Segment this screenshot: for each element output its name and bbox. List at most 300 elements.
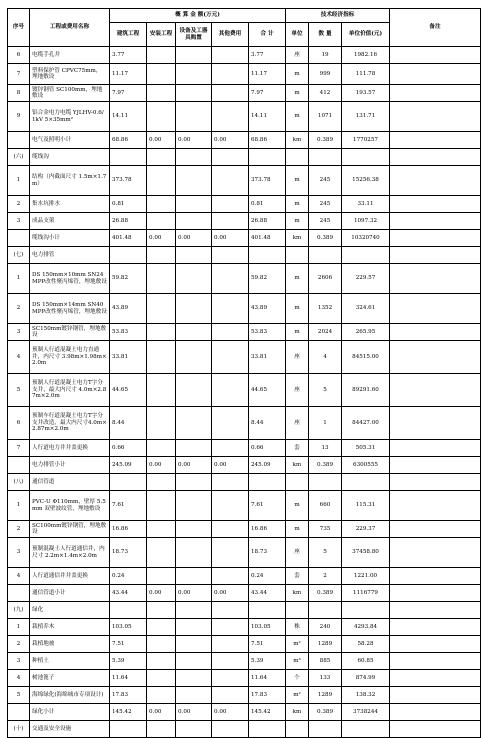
equipment-cell: 0.00 <box>176 230 212 247</box>
total-cell <box>249 474 286 491</box>
equipment-cell: 0.00 <box>176 704 212 721</box>
building-cell: 145.42 <box>110 704 147 721</box>
unit-cell: km <box>286 585 309 602</box>
qty-cell: 412 <box>309 85 342 102</box>
install-cell <box>147 670 176 687</box>
other-cell: 0.00 <box>212 704 249 721</box>
remark-cell <box>390 585 481 602</box>
other-cell <box>212 521 249 538</box>
unit-cell: 座 <box>286 407 309 440</box>
unit-value-cell: 6300555 <box>342 457 390 474</box>
building-cell: 33.81 <box>110 341 147 374</box>
building-cell: 43.44 <box>110 585 147 602</box>
unit-cell: m <box>286 213 309 230</box>
other-cell <box>212 721 249 738</box>
other-cell <box>212 491 249 521</box>
remark-cell <box>390 687 481 704</box>
install-cell <box>147 538 176 568</box>
name-cell: DS 150mm×14mm SN40 MPP改性聚丙烯管，埋地敷设 <box>30 294 110 324</box>
qty-cell: 2 <box>309 568 342 585</box>
qty-cell: 5 <box>309 538 342 568</box>
name-cell: 栽植乔木 <box>30 619 110 636</box>
qty-cell: 245 <box>309 196 342 213</box>
qty-cell: 999 <box>309 64 342 85</box>
remark-cell <box>390 230 481 247</box>
total-cell: 0.24 <box>249 568 286 585</box>
table-row <box>8 294 481 324</box>
qty-cell: 4 <box>309 341 342 374</box>
remark-cell <box>390 653 481 670</box>
qty-cell: 19 <box>309 47 342 64</box>
remark-cell <box>390 440 481 457</box>
unit-value-cell: 89291.60 <box>342 374 390 407</box>
unit-cell: m <box>286 491 309 521</box>
table-row <box>8 85 481 102</box>
name-cell: 种植土 <box>30 653 110 670</box>
name-cell: 绿化 <box>30 602 110 619</box>
unit-cell: m <box>286 102 309 132</box>
seq-cell: 1 <box>8 166 30 196</box>
seq-cell: 2 <box>8 196 30 213</box>
building-cell <box>110 247 147 264</box>
name-cell: 电力排管小计 <box>30 457 110 474</box>
install-cell <box>147 636 176 653</box>
table-row <box>8 64 481 85</box>
qty-cell: 245 <box>309 166 342 196</box>
seq-cell: 3 <box>8 653 30 670</box>
name-cell: 绿化小计 <box>30 704 110 721</box>
seq-cell: 3 <box>8 213 30 230</box>
qty-cell: 0.389 <box>309 457 342 474</box>
install-cell <box>147 294 176 324</box>
total-cell: 43.89 <box>249 294 286 324</box>
equipment-cell <box>176 568 212 585</box>
other-cell: 0.00 <box>212 132 249 149</box>
name-cell: 电缆手孔井 <box>30 47 110 64</box>
equipment-cell <box>176 102 212 132</box>
equipment-cell <box>176 653 212 670</box>
seq-cell: 2 <box>8 521 30 538</box>
install-cell <box>147 213 176 230</box>
other-cell <box>212 166 249 196</box>
other-cell <box>212 247 249 264</box>
other-cell <box>212 64 249 85</box>
table-row <box>8 521 481 538</box>
building-cell: 14.11 <box>110 102 147 132</box>
install-cell <box>147 324 176 341</box>
remark-cell <box>390 374 481 407</box>
total-cell: 0.81 <box>249 196 286 213</box>
seq-cell: 4 <box>8 568 30 585</box>
seq-cell: 5 <box>8 687 30 704</box>
qty-cell <box>309 247 342 264</box>
name-cell: 交通及安全设施 <box>30 721 110 738</box>
unit-value-cell: 37458.80 <box>342 538 390 568</box>
unit-cell: km <box>286 230 309 247</box>
building-cell: 11.17 <box>110 64 147 85</box>
name-cell: 预制人行道混凝土电力直通井，内尺寸 3.98m×1.98m×2.0m <box>30 341 110 374</box>
seq-cell: (七) <box>8 247 30 264</box>
unit-value-cell <box>342 602 390 619</box>
header-remark: 备注 <box>390 9 481 47</box>
seq-cell: 2 <box>8 636 30 653</box>
total-cell: 11.17 <box>249 64 286 85</box>
qty-cell: 0.389 <box>309 704 342 721</box>
table-row <box>8 670 481 687</box>
equipment-cell <box>176 491 212 521</box>
equipment-cell <box>176 196 212 213</box>
other-cell <box>212 568 249 585</box>
unit-value-cell: 324.61 <box>342 294 390 324</box>
table-row <box>8 230 481 247</box>
equipment-cell <box>176 213 212 230</box>
header-unit-value: 单位价值(元) <box>342 23 390 47</box>
unit-cell: 座 <box>286 341 309 374</box>
building-cell: 103.05 <box>110 619 147 636</box>
building-cell: 0.81 <box>110 196 147 213</box>
unit-value-cell: 58.28 <box>342 636 390 653</box>
table-row <box>8 619 481 636</box>
install-cell <box>147 440 176 457</box>
install-cell <box>147 619 176 636</box>
unit-cell: 座 <box>286 538 309 568</box>
install-cell <box>147 568 176 585</box>
install-cell: 0.00 <box>147 704 176 721</box>
name-cell: 通信管道 <box>30 474 110 491</box>
remark-cell <box>390 457 481 474</box>
equipment-cell <box>176 602 212 619</box>
building-cell: 0.66 <box>110 440 147 457</box>
table-row <box>8 166 481 196</box>
unit-value-cell: 4293.84 <box>342 619 390 636</box>
table-row <box>8 132 481 149</box>
seq-cell: 6 <box>8 47 30 64</box>
equipment-cell <box>176 166 212 196</box>
equipment-cell <box>176 264 212 294</box>
name-cell: 集水坑排水 <box>30 196 110 213</box>
name-cell: 栽植地被 <box>30 636 110 653</box>
other-cell <box>212 407 249 440</box>
total-cell: 7.97 <box>249 85 286 102</box>
equipment-cell <box>176 407 212 440</box>
other-cell <box>212 374 249 407</box>
building-cell: 44.65 <box>110 374 147 407</box>
total-cell: 5.39 <box>249 653 286 670</box>
unit-cell: m² <box>286 687 309 704</box>
unit-value-cell: 60.85 <box>342 653 390 670</box>
total-cell: 8.44 <box>249 407 286 440</box>
unit-value-cell: 229.57 <box>342 264 390 294</box>
other-cell <box>212 47 249 64</box>
install-cell <box>147 474 176 491</box>
table-row <box>8 457 481 474</box>
qty-cell: 133 <box>309 670 342 687</box>
total-cell <box>249 721 286 738</box>
remark-cell <box>390 47 481 64</box>
unit-value-cell: 84515.00 <box>342 341 390 374</box>
unit-cell: km <box>286 457 309 474</box>
remark-cell <box>390 407 481 440</box>
remark-cell <box>390 294 481 324</box>
qty-cell: 2606 <box>309 264 342 294</box>
building-cell: 17.83 <box>110 687 147 704</box>
unit-value-cell: 3738244 <box>342 704 390 721</box>
equipment-cell: 0.00 <box>176 132 212 149</box>
unit-cell: 株 <box>286 619 309 636</box>
remark-cell <box>390 670 481 687</box>
table-row <box>8 149 481 166</box>
header-building: 建筑工程 <box>110 23 147 47</box>
unit-value-cell <box>342 721 390 738</box>
unit-value-cell: 15256.38 <box>342 166 390 196</box>
total-cell: 53.83 <box>249 324 286 341</box>
estimate-table-body <box>8 47 481 738</box>
name-cell: PVC-U Φ110mm，壁厚 5.5mm 双壁波纹管，埋地敷设 <box>30 491 110 521</box>
equipment-cell <box>176 721 212 738</box>
install-cell: 0.00 <box>147 585 176 602</box>
table-row <box>8 264 481 294</box>
name-cell: 结构（内截面尺寸 1.5m×1.7m） <box>30 166 110 196</box>
install-cell <box>147 85 176 102</box>
qty-cell: 13 <box>309 440 342 457</box>
equipment-cell <box>176 47 212 64</box>
table-row <box>8 102 481 132</box>
install-cell <box>147 721 176 738</box>
equipment-cell <box>176 64 212 85</box>
remark-cell <box>390 64 481 85</box>
seq-cell: 7 <box>8 64 30 85</box>
other-cell <box>212 602 249 619</box>
unit-value-cell: 1116779 <box>342 585 390 602</box>
install-cell <box>147 264 176 294</box>
name-cell: 电力排管 <box>30 247 110 264</box>
total-cell: 14.11 <box>249 102 286 132</box>
total-cell: 26.88 <box>249 213 286 230</box>
total-cell: 33.81 <box>249 341 286 374</box>
install-cell <box>147 102 176 132</box>
seq-cell: (六) <box>8 149 30 166</box>
remark-cell <box>390 602 481 619</box>
table-row <box>8 324 481 341</box>
qty-cell: 240 <box>309 619 342 636</box>
building-cell: 43.89 <box>110 294 147 324</box>
seq-cell: (八) <box>8 474 30 491</box>
install-cell <box>147 491 176 521</box>
unit-value-cell <box>342 247 390 264</box>
unit-cell <box>286 721 309 738</box>
table-row <box>8 474 481 491</box>
equipment-cell <box>176 538 212 568</box>
other-cell <box>212 149 249 166</box>
equipment-cell <box>176 670 212 687</box>
equipment-cell <box>176 636 212 653</box>
qty-cell: 1352 <box>309 294 342 324</box>
install-cell: 0.00 <box>147 457 176 474</box>
seq-cell: 1 <box>8 491 30 521</box>
remark-cell <box>390 149 481 166</box>
name-cell: 成品支架 <box>30 213 110 230</box>
name-cell: 电气及照明小计 <box>30 132 110 149</box>
equipment-cell <box>176 521 212 538</box>
other-cell <box>212 324 249 341</box>
table-row <box>8 585 481 602</box>
qty-cell <box>309 474 342 491</box>
seq-cell: 9 <box>8 102 30 132</box>
unit-value-cell: 1982.16 <box>342 47 390 64</box>
remark-cell <box>390 636 481 653</box>
total-cell: 145.42 <box>249 704 286 721</box>
name-cell: 塑料保护管 CPVC75mm，埋地敷设 <box>30 64 110 85</box>
total-cell: 68.86 <box>249 132 286 149</box>
other-cell: 0.00 <box>212 585 249 602</box>
remark-cell <box>390 85 481 102</box>
header-install: 安装工程 <box>147 23 176 47</box>
building-cell <box>110 474 147 491</box>
qty-cell <box>309 602 342 619</box>
total-cell: 0.66 <box>249 440 286 457</box>
table-row <box>8 47 481 64</box>
estimate-table <box>7 8 481 738</box>
building-cell: 68.86 <box>110 132 147 149</box>
header-equipment: 设备及工器具购置 <box>176 23 212 47</box>
name-cell: SC150mm镀锌钢管，埋地敷设 <box>30 324 110 341</box>
unit-value-cell: 1097.32 <box>342 213 390 230</box>
remark-cell <box>390 721 481 738</box>
remark-cell <box>390 132 481 149</box>
unit-value-cell: 229.37 <box>342 521 390 538</box>
building-cell: 5.39 <box>110 653 147 670</box>
remark-cell <box>390 704 481 721</box>
other-cell <box>212 670 249 687</box>
equipment-cell <box>176 619 212 636</box>
other-cell <box>212 653 249 670</box>
total-cell: 245.09 <box>249 457 286 474</box>
qty-cell <box>309 149 342 166</box>
other-cell: 0.00 <box>212 457 249 474</box>
equipment-cell <box>176 440 212 457</box>
equipment-cell <box>176 474 212 491</box>
remark-cell <box>390 568 481 585</box>
remark-cell <box>390 538 481 568</box>
unit-value-cell: 1770257 <box>342 132 390 149</box>
total-cell: 7.61 <box>249 491 286 521</box>
unit-cell: 套 <box>286 440 309 457</box>
seq-cell: (九) <box>8 602 30 619</box>
table-row <box>8 653 481 670</box>
building-cell: 18.73 <box>110 538 147 568</box>
name-cell: 预制车行道混凝土电力T字分支井改造，最大内尺寸4.0m×2.87m×2.0m <box>30 407 110 440</box>
total-cell: 3.77 <box>249 47 286 64</box>
seq-cell: 6 <box>8 407 30 440</box>
total-cell: 17.83 <box>249 687 286 704</box>
header-total: 合 计 <box>249 23 286 47</box>
other-cell <box>212 294 249 324</box>
qty-cell: 245 <box>309 213 342 230</box>
remark-cell <box>390 102 481 132</box>
qty-cell: 5 <box>309 374 342 407</box>
unit-cell: 套 <box>286 568 309 585</box>
unit-value-cell: 84427.00 <box>342 407 390 440</box>
table-row <box>8 341 481 374</box>
unit-cell: m <box>286 196 309 213</box>
name-cell: 缆线沟小计 <box>30 230 110 247</box>
unit-value-cell: 10320740 <box>342 230 390 247</box>
remark-cell <box>390 324 481 341</box>
total-cell: 103.05 <box>249 619 286 636</box>
unit-value-cell: 111.78 <box>342 64 390 85</box>
qty-cell <box>309 721 342 738</box>
header-tech-group: 技术经济指标 <box>286 9 390 23</box>
building-cell: 7.97 <box>110 85 147 102</box>
seq-cell <box>8 704 30 721</box>
total-cell: 44.65 <box>249 374 286 407</box>
install-cell <box>147 47 176 64</box>
other-cell <box>212 264 249 294</box>
install-cell <box>147 196 176 213</box>
table-row <box>8 721 481 738</box>
seq-cell: 5 <box>8 374 30 407</box>
header-seq: 序号 <box>8 9 30 47</box>
unit-cell: m <box>286 294 309 324</box>
equipment-cell <box>176 324 212 341</box>
remark-cell <box>390 491 481 521</box>
equipment-cell <box>176 374 212 407</box>
total-cell: 59.82 <box>249 264 286 294</box>
qty-cell: 1289 <box>309 636 342 653</box>
other-cell <box>212 474 249 491</box>
name-cell: 人行道电力井井盖更换 <box>30 440 110 457</box>
building-cell: 3.77 <box>110 47 147 64</box>
equipment-cell: 0.00 <box>176 585 212 602</box>
unit-cell <box>286 602 309 619</box>
header-name: 工程或费用名称 <box>30 9 110 47</box>
equipment-cell <box>176 687 212 704</box>
install-cell <box>147 166 176 196</box>
total-cell: 7.51 <box>249 636 286 653</box>
seq-cell: 2 <box>8 294 30 324</box>
name-cell: 海绵绿化(海绵城市专项设计) <box>30 687 110 704</box>
seq-cell: 4 <box>8 670 30 687</box>
building-cell <box>110 721 147 738</box>
unit-value-cell: 33.11 <box>342 196 390 213</box>
seq-cell: 1 <box>8 619 30 636</box>
seq-cell: 3 <box>8 324 30 341</box>
qty-cell: 885 <box>309 653 342 670</box>
table-row <box>8 374 481 407</box>
other-cell <box>212 102 249 132</box>
table-row <box>8 440 481 457</box>
table-row <box>8 704 481 721</box>
table-row <box>8 636 481 653</box>
qty-cell: 0.389 <box>309 132 342 149</box>
unit-value-cell: 131.71 <box>342 102 390 132</box>
name-cell: 缆线沟 <box>30 149 110 166</box>
remark-cell <box>390 196 481 213</box>
qty-cell: 0.389 <box>309 585 342 602</box>
seq-cell <box>8 457 30 474</box>
qty-cell: 0.389 <box>309 230 342 247</box>
table-row <box>8 491 481 521</box>
equipment-cell <box>176 341 212 374</box>
total-cell: 373.78 <box>249 166 286 196</box>
unit-value-cell: 1221.00 <box>342 568 390 585</box>
header-unit: 单位 <box>286 23 309 47</box>
equipment-cell <box>176 149 212 166</box>
unit-cell: m <box>286 264 309 294</box>
header-row-top <box>8 9 481 23</box>
unit-value-cell: 505.31 <box>342 440 390 457</box>
building-cell: 7.51 <box>110 636 147 653</box>
